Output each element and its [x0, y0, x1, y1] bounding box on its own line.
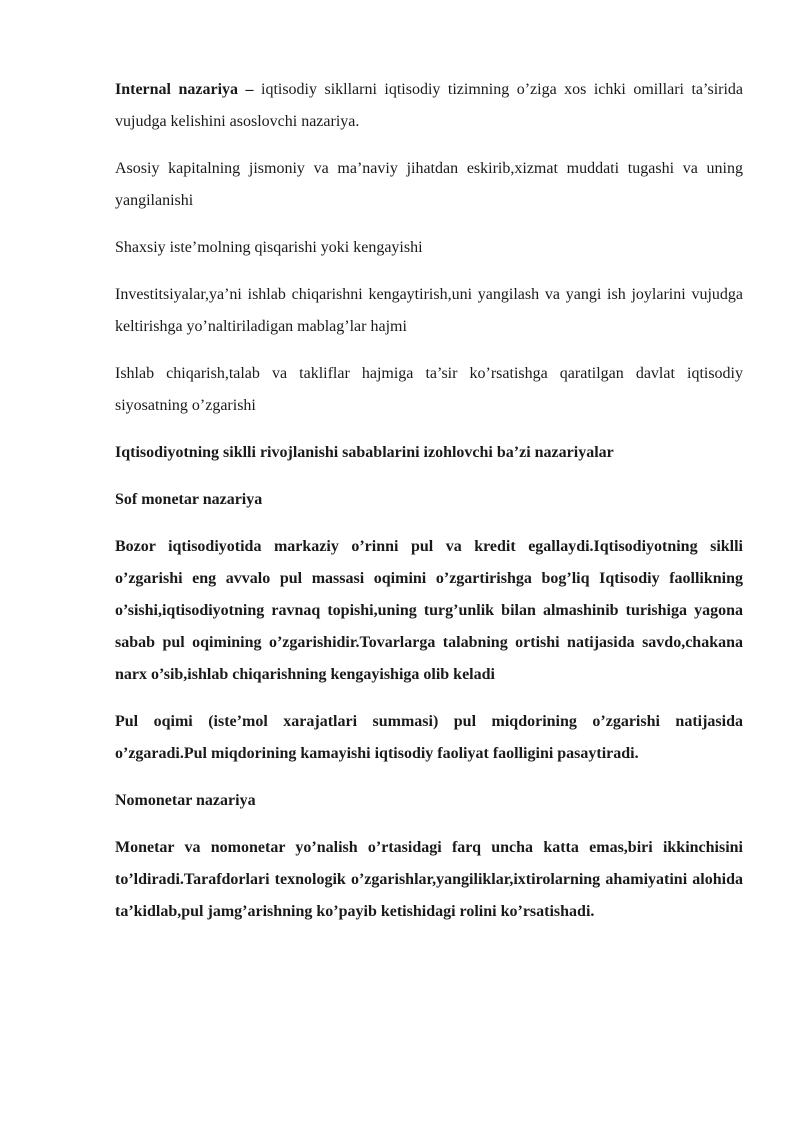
paragraph-investments: Investitsiyalar,ya’ni ishlab chiqarishni kengaytirish,uni yangilash va yangi ish joylarini vujudga keltirishga yo’naltiriladigan mablag’lar hajmi — [115, 286, 743, 335]
paragraph-capital-wear: Asosiy kapitalning jismoniy va ma’naviy jihatdan eskirib,xizmat muddati tugashi va uning yangilanishi — [115, 160, 743, 209]
definition-internal-theory: iqtisodiy sikllarni iqtisodiy tizimning o’ziga xos ichki omillari ta’sirida vujudga kelishini asoslovchi nazariya. — [115, 81, 744, 130]
paragraph-internal-theory — [115, 74, 743, 138]
term-internal-theory: Internal nazariya – — [115, 81, 254, 98]
section-heading-nonmonetary: Nomonetar nazariya — [115, 792, 256, 809]
paragraph-monetary-theory: Bozor iqtisodiyotida markaziy o’rinni pul va kredit egallaydi.Iqtisodiyotning siklli o’zgarishi eng avvalo pul massasi oqimini o’zgartirishga bog’liq Iqtisodiy faollikning o’sishi,iqtisodiyotning ravnaq topishi,uning turg’unlik bilan almashinib turishiga yagona sabab pul oqimining o’zgarishidir.Tovarlarga talabning ortishi natijasida savdo,chakana narx o’sib,ishlab chiqarishning kengayishiga olib keladi — [115, 538, 743, 683]
section-heading-monetary: Sof monetar nazariya — [115, 491, 263, 508]
paragraph-nonmonetary-theory: Monetar va nomonetar yo’nalish o’rtasidagi farq uncha katta emas,biri ikkinchisini to’ldiradi.Tarafdorlari texnologik o’zgarishlar,yangiliklar,ixtirolarning ahamiyatini alohida ta’kidlab,pul jamg’arishning ko’payib ketishidagi rolini ko’rsatishadi. — [115, 839, 743, 920]
section-heading-theories: Iqtisodiyotning siklli rivojlanishi sabablarini izohlovchi ba’zi nazariyalar — [115, 444, 614, 461]
paragraph-money-flow: Pul oqimi (iste’mol xarajatlari summasi) pul miqdorining o’zgarishi natijasida o’zgaradi.Pul miqdorining kamayishi iqtisodiy faoliyat faolligini pasaytiradi. — [115, 713, 743, 762]
document-body — [115, 74, 743, 943]
paragraph-state-policy: Ishlab chiqarish,talab va takliflar hajmiga ta’sir ko’rsatishga qaratilgan davlat iqtisodiy siyosatning o’zgarishi — [115, 365, 743, 414]
paragraph-consumption: Shaxsiy iste’molning qisqarishi yoki kengayishi — [115, 239, 423, 256]
